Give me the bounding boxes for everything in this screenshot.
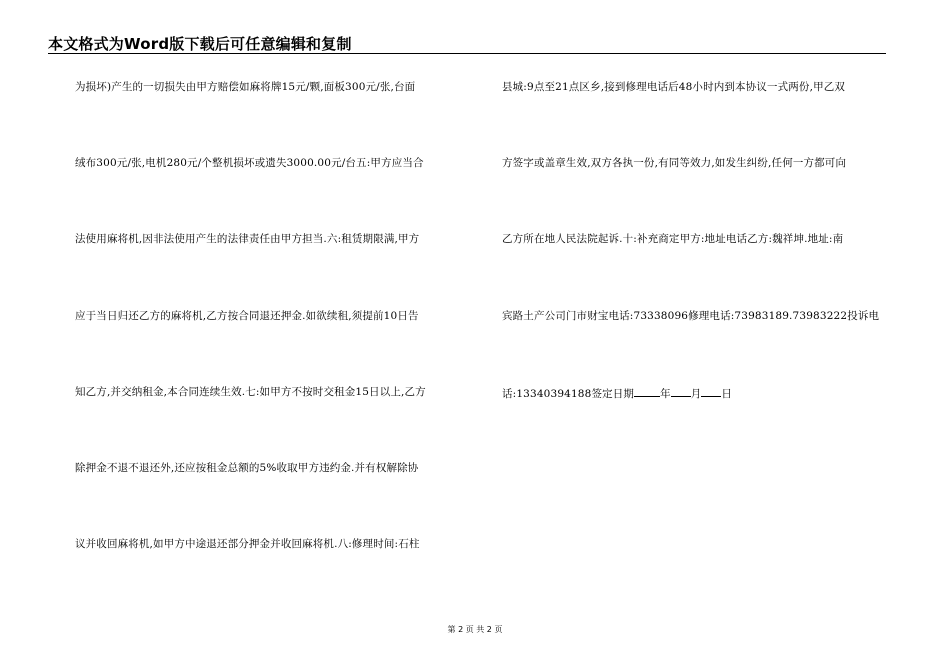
- signature-prefix: 话:13340394188签定日期: [502, 387, 635, 400]
- left-text-column: [75, 80, 475, 613]
- header-divider: [48, 53, 886, 54]
- day-label: 日: [721, 387, 733, 400]
- text-line: 法使用麻将机,因非法使用产生的法律责任由甲方担当.六:租赁期限满,甲方: [75, 233, 420, 246]
- text-line: 为损坏)产生的一切损失由甲方赔偿如麻将牌15元/颗,面板300元/张,台面: [75, 81, 416, 93]
- document-header: 本文格式为Word版下载后可任意编辑和复制: [48, 35, 352, 53]
- month-label: 月: [690, 387, 702, 400]
- right-text-column: [502, 80, 892, 461]
- signature-date-line: [502, 385, 892, 461]
- day-blank: [701, 385, 721, 397]
- text-line: 议并收回麻将机,如甲方中途退还部分押金并收回麻将机.八:修理时间:石柱: [75, 538, 420, 551]
- month-blank: [671, 385, 691, 397]
- text-line: 知乙方,并交纳租金,本合同连续生效.七:如甲方不按时交租金15日以上,乙方: [75, 385, 426, 398]
- text-line: 方签字或盖章生效,双方各执一份,有同等效力,如发生纠纷,任何一方都可向: [502, 157, 847, 170]
- text-line: 县城:9点至21点区乡,接到修理电话后48小时内到本协议一式两份,甲乙双: [502, 81, 846, 93]
- text-line: 宾路土产公司门市财宝电话:73338096修理电话:73983189.73983222投诉电: [502, 309, 880, 322]
- page-number: 第 2 页 共 2 页: [447, 625, 503, 634]
- text-line: 应于当日归还乙方的麻将机,乙方按合同退还押金.如欲续租,须提前10日告: [75, 309, 419, 322]
- text-line: 除押金不退不退还外,还应按租金总额的5%收取甲方违约金.并有权解除协: [75, 461, 419, 474]
- year-blank: [634, 385, 660, 397]
- year-label: 年: [660, 387, 671, 400]
- text-line: 绒布300元/张,电机280元/个整机损坏或遗失3000.00元/台五:甲方应当合: [75, 157, 424, 170]
- text-line: 乙方所在地人民法院起诉.十:补充商定甲方:地址电话乙方:魏祥坤.地址:南: [502, 233, 844, 246]
